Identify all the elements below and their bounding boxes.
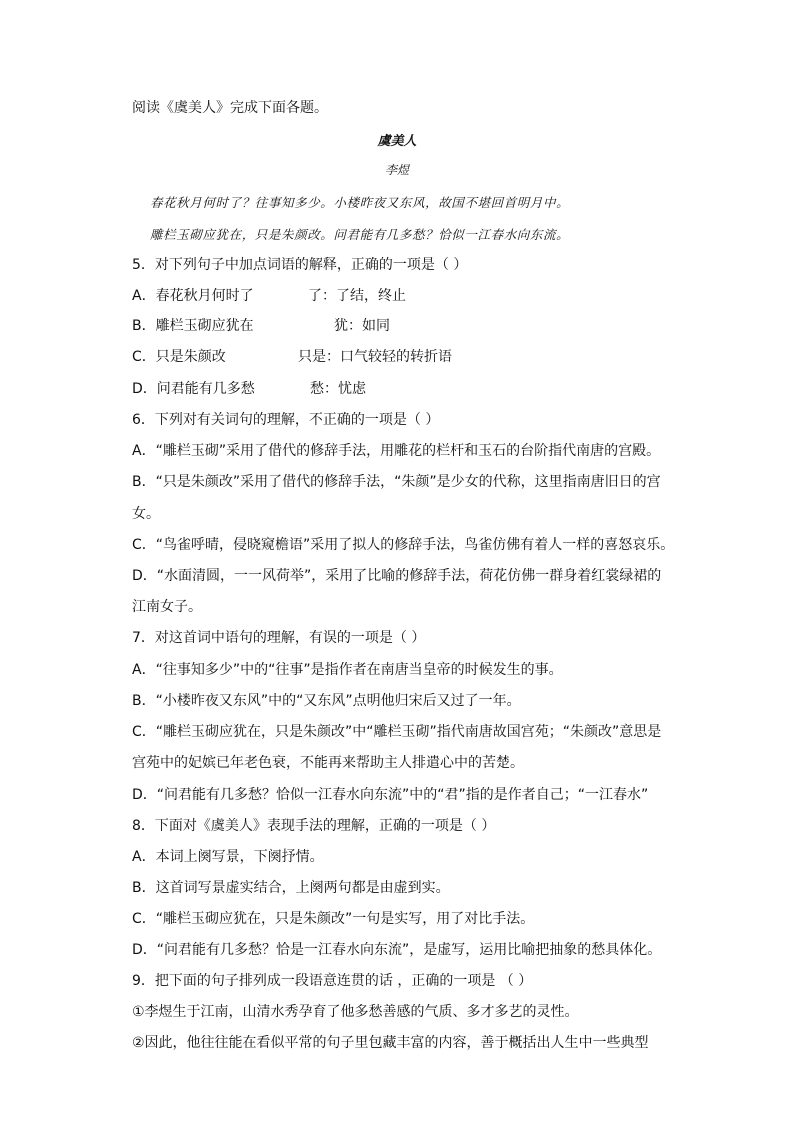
question-7-option-a: A．“往事知多少”中的“往事”是指作者在南唐当皇帝的时候发生的事。 xyxy=(132,662,563,678)
question-8-option-a: A．本词上阕写景，下阕抒情。 xyxy=(132,849,324,865)
question-7-option-c-continued: 宫苑中的妃嫔已年老色衰，不能再来帮助主人排遣心中的苦楚。 xyxy=(132,755,524,771)
question-7-stem: 7．对这首词中语句的理解，有误的一项是（ ） xyxy=(132,630,426,646)
question-5-option-a xyxy=(132,286,406,306)
option-gloss: 犹：如同 xyxy=(334,318,390,334)
question-5-option-d xyxy=(132,379,366,399)
question-8-stem: 8．下面对《虞美人》表现手法的理解，正确的一项是（ ） xyxy=(132,818,496,834)
question-6-option-b-continued: 女。 xyxy=(132,506,160,522)
question-6-option-a: A．“雕栏玉砌”采用了借代的修辞手法，用雕花的栏杆和玉石的台阶指代南唐的宫殿。 xyxy=(132,443,661,459)
question-8-option-b: B．这首词写景虚实结合，上阕两句都是由虚到实。 xyxy=(132,880,450,896)
option-gloss: 愁：忧虑 xyxy=(310,381,366,397)
option-text: D．问君能有几多愁 xyxy=(132,381,255,397)
question-5-stem: 5．对下列句子中加点词语的解释，正确的一项是（ ） xyxy=(132,257,468,273)
option-gloss: 了：了结，终止 xyxy=(308,288,406,304)
question-6-option-b: B．“只是朱颜改”采用了借代的修辞手法，“朱颜”是少女的代称，这里指南唐旧日的宫 xyxy=(132,474,661,490)
question-6-option-c: C．“鸟雀呼晴，侵晓窥檐语”采用了拟人的修辞手法，鸟雀仿佛有着人一样的喜怒哀乐。 xyxy=(132,537,675,553)
question-7-option-d: D．“问君能有几多愁？恰似一江春水向东流”中的“君”指的是作者自己；“一江春水” xyxy=(132,787,649,803)
question-9-sentence-2: ②因此，他往往能在看似平常的句子里包藏丰富的内容，善于概括出人生中一些典型 xyxy=(132,1035,649,1051)
option-text: A．春花秋月何时了 xyxy=(132,288,254,304)
option-text: C．只是朱颜改 xyxy=(132,349,226,365)
poem-author: 李煜 xyxy=(384,163,409,177)
reading-instruction: 阅读《虞美人》完成下面各题。 xyxy=(132,100,328,116)
question-6-stem: 6．下列对有关词句的理解，不正确的一项是（ ） xyxy=(132,412,440,428)
question-9-stem: 9．把下面的句子排列成一段语意连贯的话 ，正确的一项是 （ ） xyxy=(132,973,533,989)
question-6-option-d: D．“水面清圆，一一风荷举”，采用了比喻的修辞手法，荷花仿佛一群身着红裳绿裙的 xyxy=(132,568,662,584)
question-7-option-b: B．“小楼昨夜又东风”中的“又东风”点明他归宋后又过了一年。 xyxy=(132,693,521,709)
poem-line: 春花秋月何时了？往事知多少。小楼昨夜又东风，故国不堪回首明月中。 xyxy=(150,195,570,210)
question-8-option-c: C．“雕栏玉砌应犹在，只是朱颜改”一句是实写，用了对比手法。 xyxy=(132,911,535,927)
question-5-option-b xyxy=(132,316,390,336)
question-8-option-d: D．“问君能有几多愁？恰是一江春水向东流”，是虚写，运用比喻把抽象的愁具体化。 xyxy=(132,942,662,958)
question-5-option-c xyxy=(132,347,452,367)
poem-line: 雕栏玉砌应犹在，只是朱颜改。问君能有几多愁？恰似一江春水向东流。 xyxy=(150,227,570,242)
poem-title: 虞美人 xyxy=(377,134,417,149)
option-gloss: 只是：口气较轻的转折语 xyxy=(298,349,452,365)
question-6-option-d-continued: 江南女子。 xyxy=(132,599,202,615)
question-9-sentence-1: ①李煜生于江南，山清水秀孕育了他多愁善感的气质、多才多艺的灵性。 xyxy=(132,1004,579,1020)
question-7-option-c: C．“雕栏玉砌应犹在，只是朱颜改”中“雕栏玉砌”指代南唐故国宫苑；“朱颜改”意思是 xyxy=(132,724,662,740)
option-text: B．雕栏玉砌应犹在 xyxy=(132,318,254,334)
